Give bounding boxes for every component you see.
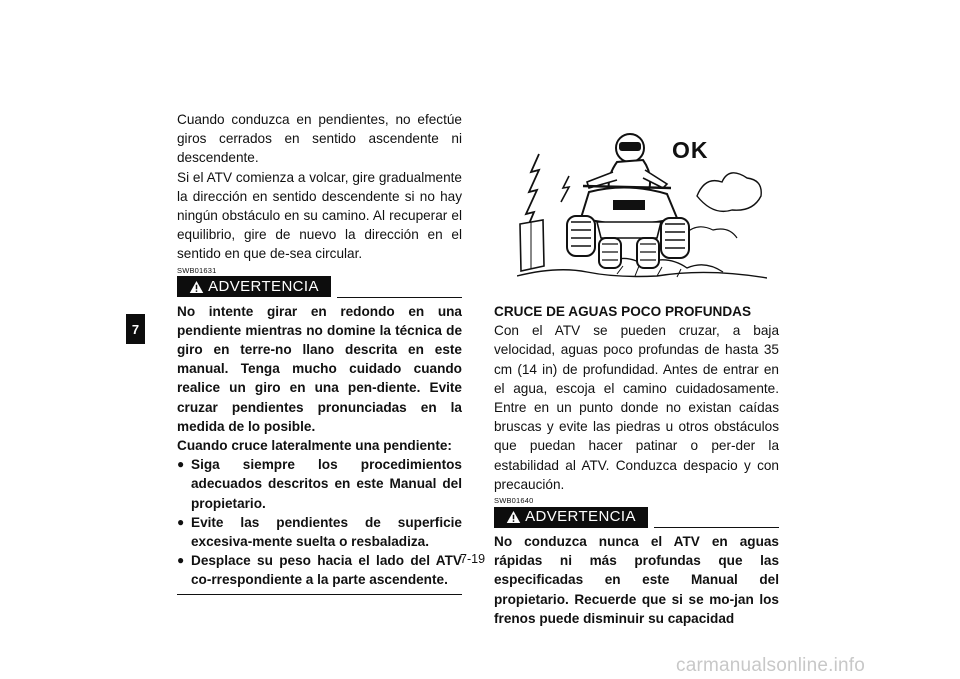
list-item: ● Desplace su peso hacia el lado del ATV co-rrespondiente a la parte ascendente. <box>177 551 462 589</box>
chapter-number: 7 <box>131 321 140 337</box>
warning-badge <box>177 276 331 297</box>
warning-code: SWB01640 <box>494 496 534 506</box>
bullet-icon: ● <box>177 457 185 472</box>
warning-triangle-icon <box>189 280 204 294</box>
warning-triangle-icon <box>506 510 521 524</box>
illustration-label: OK <box>672 137 709 163</box>
warning-code: SWB01631 <box>177 265 217 275</box>
warning-header <box>177 276 462 298</box>
paragraph: Con el ATV se pueden cruzar, a baja velocidad, aguas poco profundas de hasta 35 cm (14 in) de profundidad. Antes de entrar en el agua, escoja el camino cuidadosamente. Entre en un punto donde no existan caídas bruscas y evite las piedras u otros obstáculos que puedan hacer patinar o per-der la estabilidad al ATV. Conduzca despacio y con precaución. <box>494 323 779 492</box>
atv-rider-illustration <box>517 126 767 298</box>
left-column <box>177 110 462 595</box>
paragraph: Si el ATV comienza a volcar, gire gradualmente la dirección en sentido descendente si no hay ningún obstáculo en su camino. Al recuperar el equilibrio, gire de nuevo la dirección en el sentido en que de-sea circular. <box>177 169 462 262</box>
paragraph: Cuando conduzca en pendientes, no efectúe giros cerrados en sentido ascendente ni descendente. <box>177 112 462 166</box>
section-title: CRUCE DE AGUAS POCO PROFUNDAS <box>494 304 752 319</box>
warning-text: No intente girar en redondo en una pendiente mientras no domine la técnica de giro en terre-no llano descrita en este manual. Tenga mucho cuidado cuando realice un giro en una pen-diente. Evite cruzar pendientes pronunciadas en la medida de lo posible. <box>177 303 462 434</box>
list-item: ● Siga siempre los procedimientos adecuados descritos en este Manual del propietario. <box>177 455 462 513</box>
warning-subhead: Cuando cruce lateralmente una pendiente: <box>177 438 452 454</box>
warning-badge <box>494 507 648 528</box>
watermark: carmanualsonline.info <box>676 655 866 676</box>
warning-label: ADVERTENCIA <box>208 278 319 296</box>
warning-body <box>494 532 779 628</box>
warning-body <box>177 302 462 590</box>
chapter-tab <box>126 314 145 344</box>
warning-rule <box>337 297 462 298</box>
list-item: ● Evite las pendientes de superficie excesiva-mente suelta o resbaladiza. <box>177 513 462 551</box>
bullet-icon: ● <box>177 553 185 568</box>
right-column <box>494 302 779 628</box>
page-number: 7-19 <box>460 552 486 566</box>
warning-end-rule <box>177 594 462 595</box>
warning-label: ADVERTENCIA <box>525 508 636 526</box>
warning-rule <box>654 527 779 528</box>
warning-text: No conduzca nunca el ATV en aguas rápidas ni más profundas que las especificadas en este Manual del propietario. Recuerde que si se mo-jan los frenos puede disminuir su capacidad <box>494 534 779 626</box>
bullet-icon: ● <box>177 514 185 529</box>
warning-header <box>494 506 779 528</box>
